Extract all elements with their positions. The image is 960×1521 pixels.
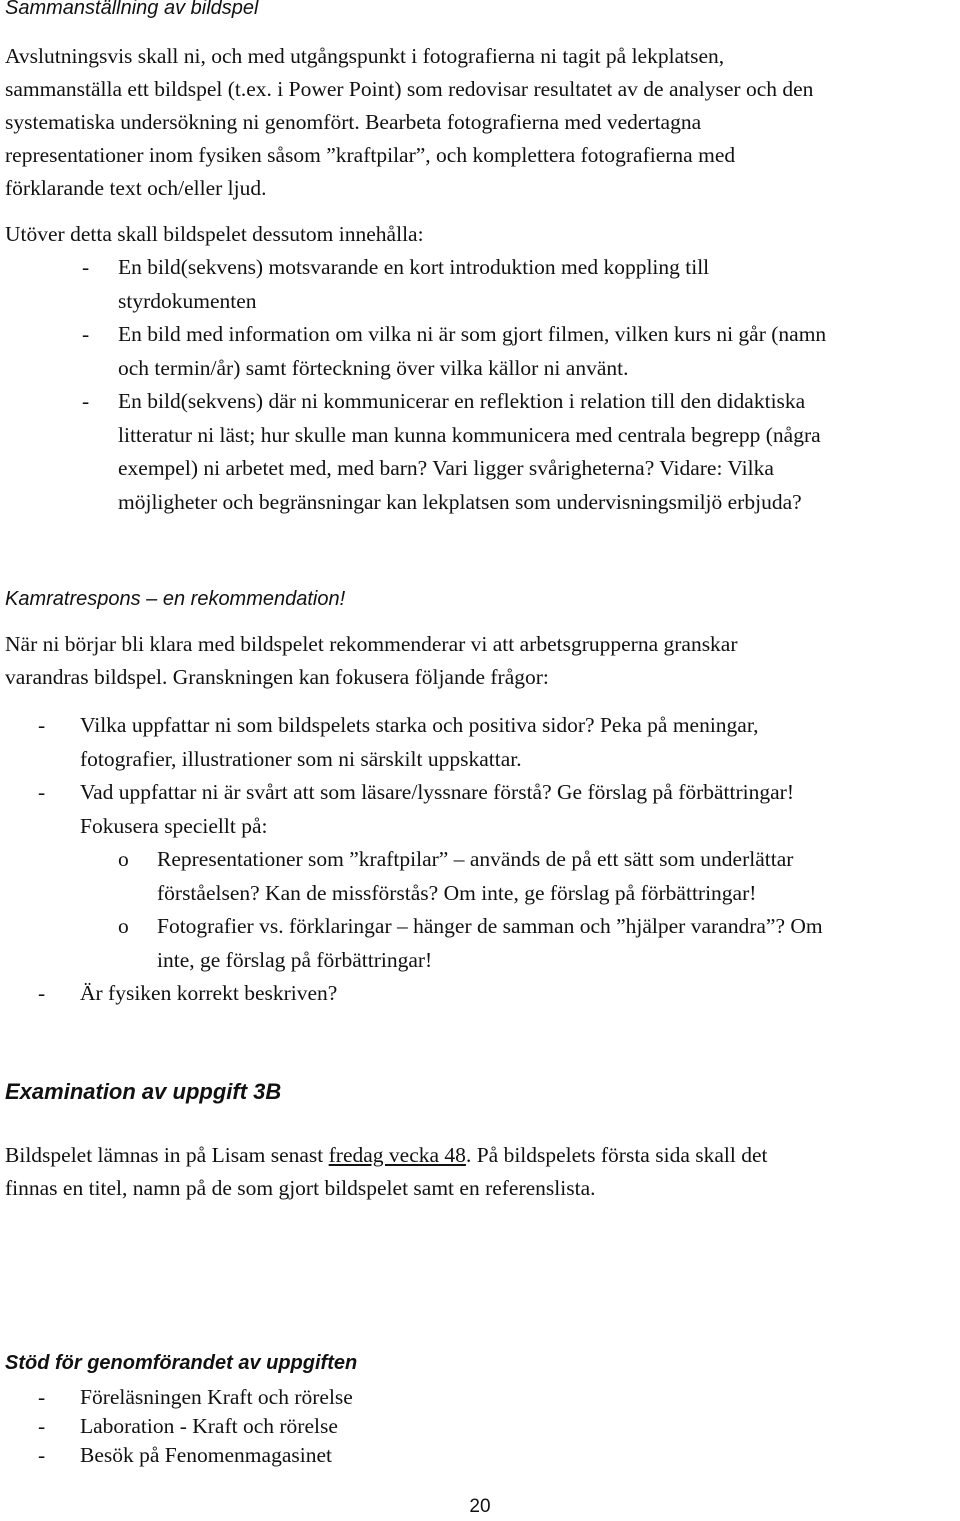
sub-list-item: o Fotografier vs. förklaringar – hänger de samman och ”hjälper varandra”? Om (118, 914, 823, 938)
list-item: - Vilka uppfattar ni som bildspelets starka och positiva sidor? Peka på meningar, (38, 713, 759, 737)
text-line: varandras bildspel. Granskningen kan fokusera följande frågor: (5, 665, 549, 689)
list-item: - Föreläsningen Kraft och rörelse (38, 1385, 353, 1409)
bildspel-content-list (5, 218, 960, 519)
paragraph-examination (5, 1139, 960, 1205)
section-heading-bildspel: Sammanställning av bildspel (5, 0, 259, 19)
list-item-continued: litteratur ni läst; hur skulle man kunna kommunicera med centrala begrepp (några (118, 422, 821, 447)
list-item: - En bild med information om vilka ni är som gjort filmen, vilken kurs ni går (namn (82, 322, 827, 346)
list-item-continued: fotografier, illustrationer som ni särskilt uppskattar. (80, 746, 522, 771)
sub-list-item: o Representationer som ”kraftpilar” – används de på ett sätt som underlättar (118, 847, 794, 871)
list-item: - Vad uppfattar ni är svårt att som läsare/lyssnare förstå? Ge förslag på förbättringar! (38, 780, 795, 804)
list-item-continued: Fokusera speciellt på: (80, 813, 268, 838)
text-line: sammanställa ett bildspel (t.ex. i Power Point) som redovisar resultatet av de analyser och den (5, 77, 814, 101)
text-line: När ni börjar bli klara med bildspelet rekommenderar vi att arbetsgrupperna granskar (5, 632, 738, 656)
sub-list-item-continued: förståelsen? Kan de missförstås? Om inte, ge förslag på förbättringar! (157, 880, 757, 905)
review-question-list (5, 709, 960, 1011)
list-item: - En bild(sekvens) där ni kommunicerar en reflektion i relation till den didaktiska (82, 389, 806, 413)
text-line: förklarande text och/eller ljud. (5, 176, 267, 200)
text-line: Avslutningsvis skall ni, och med utgångspunkt i fotografierna ni tagit på lekplatsen, (5, 44, 725, 68)
sub-list-item-continued: inte, ge förslag på förbättringar! (157, 947, 433, 972)
text-line: finnas en titel, namn på de som gjort bildspelet samt en referenslista. (5, 1176, 596, 1200)
section-heading-kamratrespons: Kamratrespons – en rekommendation! (5, 588, 346, 610)
list-intro: Utöver detta skall bildspelet dessutom innehålla: (5, 222, 424, 246)
list-item-continued: styrdokumenten (118, 288, 257, 313)
text-line: systematiska undersökning ni genomfört. Bearbeta fotografierna med vedertagna (5, 110, 702, 134)
text-line: representationer inom fysiken såsom ”kraftpilar”, och komplettera fotografierna med (5, 143, 736, 167)
list-item: - Besök på Fenomenmagasinet (38, 1443, 332, 1467)
text-line: Bildspelet lämnas in på Lisam senast fredag vecka 48. På bildspelets första sida skall det (5, 1143, 768, 1167)
section-heading-examination: Examination av uppgift 3B (5, 1079, 282, 1104)
deadline-text: fredag vecka 48 (328, 1143, 466, 1167)
list-item-continued: och termin/år) samt förteckning över vilka källor ni använt. (118, 355, 629, 380)
list-item: - En bild(sekvens) motsvarande en kort introduktion med koppling till (82, 255, 710, 279)
paragraph-bildspel (5, 40, 960, 205)
list-item: - Är fysiken korrekt beskriven? (38, 981, 338, 1005)
list-item: - Laboration - Kraft och rörelse (38, 1414, 338, 1438)
section-heading-stod: Stöd för genomförandet av uppgiften (5, 1352, 358, 1374)
list-item-continued: möjligheter och begränsningar kan lekplatsen som undervisningsmiljö erbjuda? (118, 489, 802, 514)
page-number: 20 (469, 1496, 491, 1517)
list-item-continued: exempel) ni arbetet med, med barn? Vari ligger svårigheterna? Vidare: Vilka (118, 456, 774, 480)
paragraph-kamratrespons (5, 628, 960, 694)
support-list (5, 1383, 960, 1470)
